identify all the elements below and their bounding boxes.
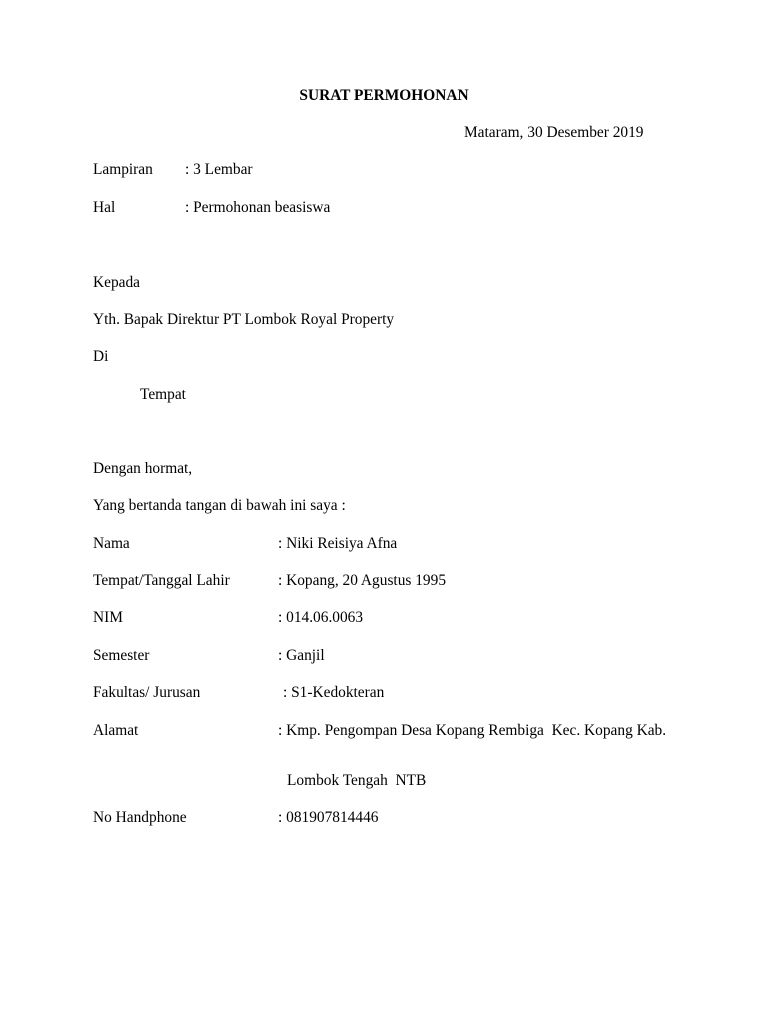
subject-label: Hal xyxy=(93,199,116,216)
place-date: Mataram, 30 Desember 2019 xyxy=(464,124,644,141)
identity-row-semester xyxy=(0,646,768,666)
identity-value: : S1-Kedokteran xyxy=(283,684,385,701)
recipient-at: Di xyxy=(93,348,109,365)
identity-row-address xyxy=(0,721,768,741)
identity-value: : Niki Reisiya Afna xyxy=(278,535,398,552)
identity-label: Nama xyxy=(93,535,130,552)
identity-label: NIM xyxy=(93,609,123,626)
identity-row-nim xyxy=(0,608,768,628)
identity-value: : Kmp. Pengompan Desa Kopang Rembiga Kec. Kopang Kab. xyxy=(278,722,667,739)
identity-row-faculty xyxy=(0,683,768,703)
recipient-addressee: Yth. Bapak Direktur PT Lombok Royal Property xyxy=(93,311,395,328)
identity-row-name xyxy=(0,534,768,554)
identity-value: : 081907814446 xyxy=(278,809,379,826)
identity-row-phone xyxy=(0,808,768,828)
identity-value: : 014.06.0063 xyxy=(278,609,364,626)
attachment-row xyxy=(0,160,768,180)
greeting: Dengan hormat, xyxy=(93,460,193,477)
intro-statement: Yang bertanda tangan di bawah ini saya : xyxy=(93,497,346,514)
identity-label: Alamat xyxy=(93,722,139,739)
identity-row-birth xyxy=(0,571,768,591)
subject-value: : Permohonan beasiswa xyxy=(185,199,331,216)
attachment-label: Lampiran xyxy=(93,161,153,178)
identity-label: Semester xyxy=(93,647,150,664)
recipient-place: Tempat xyxy=(140,386,186,403)
subject-row xyxy=(0,198,768,218)
identity-label: Fakultas/ Jurusan xyxy=(93,684,201,701)
identity-value: : Ganjil xyxy=(278,647,325,664)
identity-value: : Kopang, 20 Agustus 1995 xyxy=(278,572,447,589)
recipient-to: Kepada xyxy=(93,274,140,291)
identity-label: No Handphone xyxy=(93,809,187,826)
attachment-value: : 3 Lembar xyxy=(185,161,253,178)
letter-title: SURAT PERMOHONAN xyxy=(299,87,469,104)
identity-label: Tempat/Tanggal Lahir xyxy=(93,572,230,589)
identity-address-continued: Lombok Tengah NTB xyxy=(287,772,427,789)
